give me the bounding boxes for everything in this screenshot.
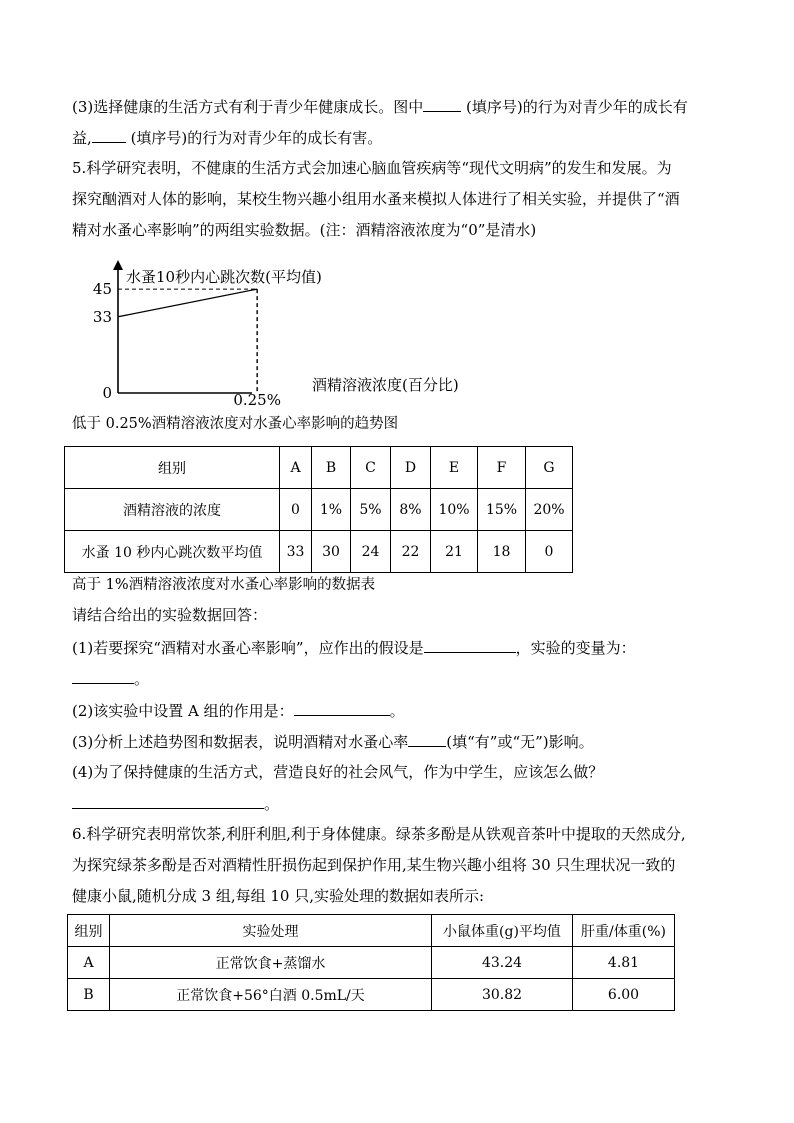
group-cell: A — [280, 447, 312, 489]
sub2-end: 。 — [389, 702, 405, 720]
table-row — [68, 915, 675, 947]
table-row — [65, 531, 573, 573]
table-row — [65, 447, 573, 489]
table-cell: 24 — [351, 531, 391, 573]
chart-caption: 低于 0.25%酒精溶液浓度对水蚤心率影响的趋势图 — [72, 416, 399, 432]
table-cell: 8% — [391, 489, 431, 531]
header-cell: 实验处理 — [110, 915, 432, 947]
q6-intro-2: 为探究绿茶多酚是否对酒精性肝损伤起到保护作用,某生物兴趣小组将 30 只生理状况一致的 — [72, 856, 676, 874]
q3-line2 — [72, 127, 732, 148]
q3-line1 — [72, 96, 732, 117]
table-cell: 43.24 — [432, 947, 573, 979]
x-tick-label: 0.25% — [233, 391, 281, 406]
y-axis-arrow — [113, 260, 123, 270]
table-cell: 15% — [478, 489, 526, 531]
sub-question-1-cont — [72, 668, 732, 689]
table-cell: 22 — [391, 531, 431, 573]
group-cell: G — [526, 447, 573, 489]
row-label: 水蚤 10 秒内心跳次数平均值 — [65, 531, 280, 573]
sub-question-1 — [72, 637, 732, 658]
sub3-text-b: (填“有”或“无”)影响。 — [446, 733, 594, 751]
sub-question-4: (4)为了保持健康的生活方式，营造良好的社会风气，作为中学生，应该怎么做？ — [72, 763, 604, 781]
behavior-blank[interactable] — [72, 793, 264, 809]
y-tick-label: 0 — [102, 384, 112, 402]
sub-question-2 — [72, 700, 732, 721]
table-cell: 5% — [351, 489, 391, 531]
series-line — [118, 289, 257, 317]
x-axis-label: 酒精溶液浓度(百分比) — [312, 376, 459, 394]
trend-chart — [80, 256, 500, 406]
q3-blank-2[interactable] — [92, 127, 126, 143]
q5-intro-3: 精对水蚤心率影响”的两组实验数据。(注：酒精溶液浓度为“0”是清水) — [72, 221, 537, 239]
group-cell: B — [312, 447, 351, 489]
q6-intro-3: 健康小鼠,随机分成 3 组,每组 10 只,实验处理的数据如表所示: — [72, 887, 485, 905]
table-cell: 6.00 — [573, 979, 675, 1011]
q3-blank-1[interactable] — [423, 96, 461, 112]
effect-blank[interactable] — [408, 731, 446, 747]
answer-prompt: 请结合给出的实验数据回答： — [72, 606, 268, 624]
table-cell: 21 — [431, 531, 478, 573]
table-cell: 33 — [280, 531, 312, 573]
table-row — [68, 947, 675, 979]
sub1-end: 。 — [134, 670, 150, 688]
group-cell: E — [431, 447, 478, 489]
group-cell: C — [351, 447, 391, 489]
group-a-role-blank[interactable] — [294, 700, 390, 716]
q3-text-a: (3)选择健康的生活方式有利于青少年健康成长。图中 — [72, 98, 424, 116]
table-cell: 30.82 — [432, 979, 573, 1011]
row-label: 酒精溶液的浓度 — [65, 489, 280, 531]
table-caption: 高于 1%酒精溶液浓度对水蚤心率影响的数据表 — [72, 577, 376, 593]
table-cell: 4.81 — [573, 947, 675, 979]
y-tick-label: 33 — [92, 307, 112, 326]
hypothesis-blank[interactable] — [424, 637, 516, 653]
chart-marks — [93, 280, 281, 406]
sub1-text-b: ，实验的变量为： — [515, 639, 636, 657]
header-cell: 组别 — [68, 915, 110, 947]
variable-blank[interactable] — [72, 668, 134, 684]
sub-question-4-answer — [72, 793, 732, 814]
header-cell: 小鼠体重(g)平均值 — [432, 915, 573, 947]
y-axis-label: 水蚤10秒内心跳次数(平均值) — [126, 268, 322, 286]
table-cell: 10% — [431, 489, 478, 531]
table-cell: 30 — [312, 531, 351, 573]
table-cell: 0 — [526, 531, 573, 573]
y-tick-label: 45 — [92, 280, 112, 299]
q3-text-c: 益, — [72, 129, 92, 147]
table-cell: 1% — [312, 489, 351, 531]
q3-text-b: (填序号)的行为对青少年的成长有 — [466, 98, 688, 116]
table-cell: 20% — [526, 489, 573, 531]
sub4-end: 。 — [264, 795, 280, 813]
table-cell: 18 — [478, 531, 526, 573]
sub3-text-a: (3)分析上述趋势图和数据表，说明酒精对水蚤心率 — [72, 733, 409, 751]
mouse-data-table — [67, 914, 675, 1011]
sub1-text-a: (1)若要探究“酒精对水蚤心率影响”，应作出的假设是 — [72, 639, 424, 657]
table-cell: 0 — [280, 489, 312, 531]
table-cell: A — [68, 947, 110, 979]
group-cell: D — [391, 447, 431, 489]
q5-intro-2: 探究酗酒对人体的影响，某校生物兴趣小组用水蚤来模拟人体进行了相关实验，并提供了“酒 — [72, 190, 680, 208]
table-cell: 正常饮食+蒸馏水 — [110, 947, 432, 979]
table-cell: 正常饮食+56°白酒 0.5mL/天 — [110, 979, 432, 1011]
sub2-text: (2)该实验中设置 A 组的作用是： — [72, 702, 294, 720]
header-label: 组别 — [65, 447, 280, 489]
heart-rate-table — [64, 446, 573, 573]
sub-question-3 — [72, 731, 732, 752]
q3-text-d: (填序号)的行为对青少年的成长有害。 — [130, 129, 383, 147]
table-cell: B — [68, 979, 110, 1011]
group-cell: F — [478, 447, 526, 489]
q6-intro-1: 6.科学研究表明常饮茶,利肝利胆,利于身体健康。绿茶多酚是从铁观音茶叶中提取的天然成分, — [72, 825, 686, 843]
q5-intro-1: 5.科学研究表明，不健康的生活方式会加速心脑血管疾病等“现代文明病”的发生和发展。为 — [72, 159, 672, 177]
table-row — [68, 979, 675, 1011]
header-cell: 肝重/体重(%) — [573, 915, 675, 947]
table-row — [65, 489, 573, 531]
